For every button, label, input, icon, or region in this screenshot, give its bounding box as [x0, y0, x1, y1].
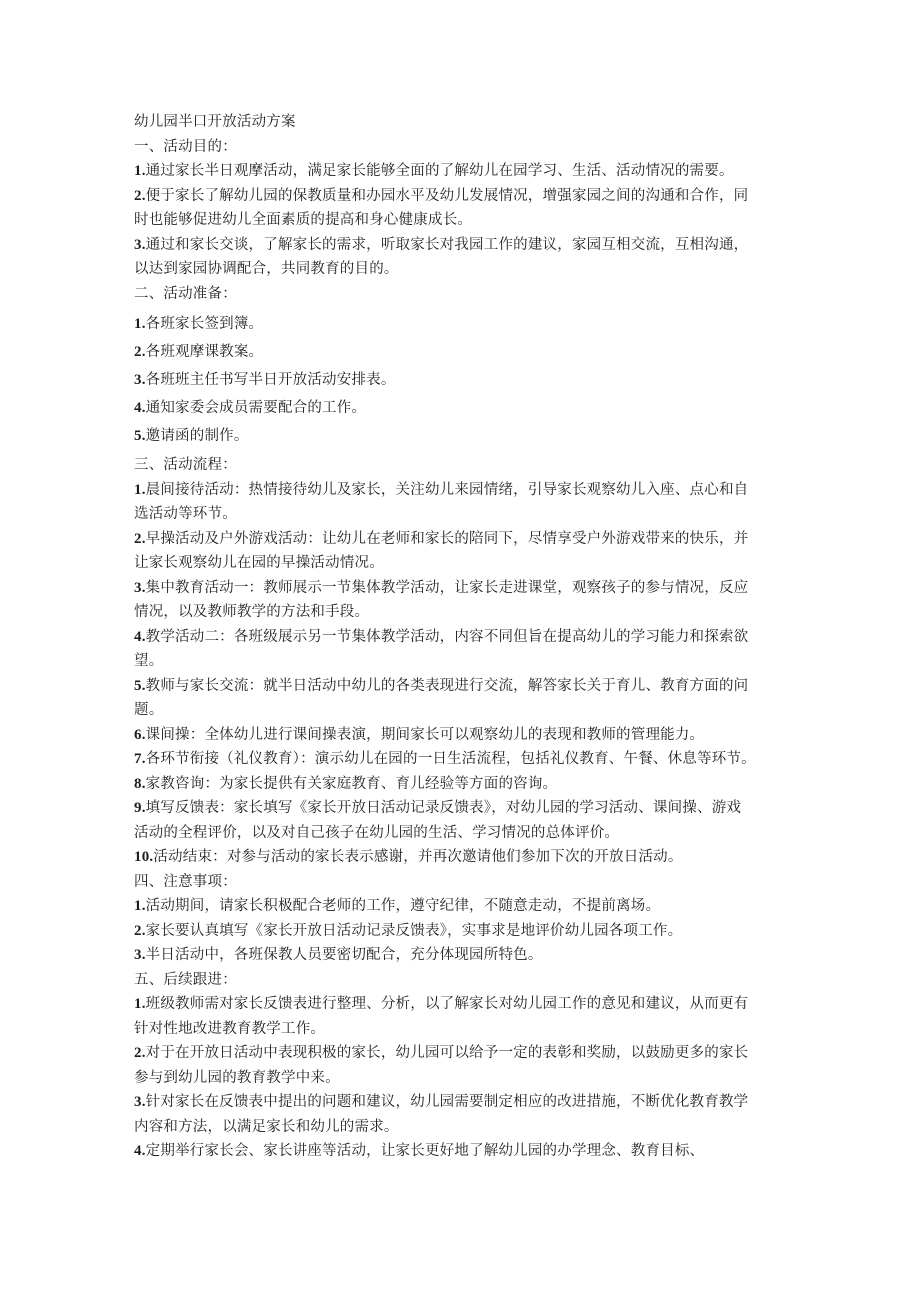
item-text: 邀请函的制作。: [145, 428, 249, 444]
section-heading-notes: 四、注意事项：: [134, 873, 237, 890]
item-text: 对于在开放日活动中表现积极的家长，幼儿园可以给予一定的表彰和奖励，以鼓励更多的家长: [145, 1045, 749, 1061]
item-number: 1.: [134, 163, 146, 179]
list-item: [134, 366, 794, 394]
item-text: 家教咨询：为家长提供有关家庭教育、育儿经验等方面的咨询。: [145, 775, 558, 792]
item-number: 1.: [134, 898, 146, 914]
item-text-continued: 内容和方法，以满足家长和幼儿的需求。: [134, 1118, 399, 1135]
item-text: 活动期间，请家长积极配合老师的工作，遵守纪律，不随意走动，不提前离场。: [145, 898, 661, 914]
item-text: 各班家长签到簿。: [145, 316, 264, 332]
section-heading-process: 三、活动流程：: [134, 457, 237, 473]
item-number: 9.: [134, 800, 146, 816]
list-item: [134, 992, 794, 1041]
item-text: 通知家委会成员需要配合的工作。: [145, 400, 367, 416]
list-item: [134, 625, 794, 674]
item-text: 通过和家长交谈，了解家长的需求，听取家长对我园工作的建议，家园互相交流，互相沟通，: [145, 236, 749, 253]
item-number: 4.: [134, 400, 146, 416]
list-item: [134, 233, 794, 282]
item-text-continued: 活动的全程评价，以及对自己孩子在幼儿园的生活、学习情况的总体评价。: [134, 824, 620, 841]
item-text: 填写反馈表：家长填写《家长开放日活动记录反馈表》，对幼儿园的学习活动、课间操、游戏: [145, 800, 742, 816]
item-text: 教学活动二：各班级展示另一节集体教学活动，内容不同但旨在提高幼儿的学习能力和探索欲: [145, 628, 749, 645]
item-text-continued: 以达到家园协调配合，共同教育的目的。: [134, 261, 399, 277]
list-item: [134, 772, 794, 797]
item-text-continued: 时也能够促进幼儿全面素质的提高和身心健康成长。: [134, 212, 473, 228]
item-text: 各班班主任书写半日开放活动安排表。: [145, 372, 396, 388]
list-item: [134, 338, 794, 366]
section-heading-follow-up: 五、后续跟进：: [134, 971, 237, 988]
list-item: [134, 422, 794, 450]
list-item: [134, 674, 794, 723]
item-text: 课间操：全体幼儿进行课间操表演，期间家长可以观察幼儿的表现和教师的管理能力。: [145, 726, 705, 743]
item-text: 各环节衔接（礼仪教育）：演示幼儿在园的一日生活流程，包括礼仪教育、午餐、休息等环节。: [145, 751, 756, 767]
item-text-continued: 选活动等环节。: [134, 506, 237, 522]
list-item: [134, 1090, 794, 1139]
item-number: 3.: [134, 372, 146, 388]
list-item: [134, 478, 794, 527]
item-text: 通过家长半日观摩活动，满足家长能够全面的了解幼儿在园学习、生活、活动情况的需要。: [145, 163, 734, 179]
item-text: 各班观摩课教案。: [145, 344, 264, 360]
list-item: [134, 845, 794, 870]
section-heading-purpose: 一、活动目的：: [134, 138, 237, 155]
list-item: [134, 527, 794, 576]
item-number: 3.: [134, 947, 146, 963]
item-number: 10.: [134, 849, 154, 865]
document-title: 幼儿园半口开放活动方案: [134, 114, 296, 130]
item-number: 3.: [134, 236, 146, 253]
list-item: [134, 919, 794, 944]
preparation-list: [134, 310, 794, 450]
list-item: [134, 1139, 794, 1164]
item-number: 3.: [134, 579, 146, 596]
item-number: 2.: [134, 922, 146, 939]
item-number: 4.: [134, 1143, 146, 1159]
item-number: 1.: [134, 316, 146, 332]
list-item: [134, 723, 794, 748]
list-item: [134, 943, 794, 968]
item-number: 4.: [134, 628, 146, 645]
item-text: 班级教师需对家长反馈表进行整理、分析，以了解家长对幼儿园工作的意见和建议，从而更有: [145, 996, 749, 1012]
item-number: 1.: [134, 996, 146, 1012]
item-text: 活动结束：对参与活动的家长表示感谢，并再次邀请他们参加下次的开放日活动。: [153, 849, 683, 865]
document-body: [134, 110, 794, 1164]
section-heading-preparation: 二、活动准备：: [134, 285, 237, 302]
list-item: [134, 1041, 794, 1090]
list-item: [134, 894, 794, 919]
item-text: 家长要认真填写《家长开放日活动记录反馈表》，实事求是地评价幼儿园各项工作。: [145, 922, 683, 939]
item-text: 早操活动及户外游戏活动：让幼儿在老师和家长的陪同下，尽情享受户外游戏带来的快乐，并: [145, 530, 749, 547]
item-text: 集中教育活动一：教师展示一节集体教学活动，让家长走进课堂，观察孩子的参与情况，反应: [145, 579, 749, 596]
item-text-continued: 让家长观察幼儿在园的早操活动情况。: [134, 555, 384, 571]
item-text-continued: 情况，以及教师教学的方法和手段。: [134, 604, 370, 620]
item-text: 便于家长了解幼儿园的保教质量和办园水平及幼儿发展情况，增强家园之间的沟通和合作，同: [145, 187, 749, 204]
item-number: 2.: [134, 1045, 146, 1061]
item-number: 5.: [134, 428, 146, 444]
item-number: 6.: [134, 726, 146, 743]
item-number: 8.: [134, 775, 146, 792]
list-item: [134, 310, 794, 338]
item-text: 半日活动中，各班保教人员要密切配合，充分体现园所特色。: [145, 947, 543, 963]
list-item: [134, 576, 794, 625]
list-item: [134, 394, 794, 422]
list-item: [134, 159, 794, 184]
item-text: 教师与家长交流：就半日活动中幼儿的各类表现进行交流，解答家长关于育儿、教育方面的问: [145, 677, 749, 694]
item-number: 3.: [134, 1094, 146, 1110]
list-item: [134, 747, 794, 772]
item-number: 2.: [134, 187, 146, 204]
item-number: 7.: [134, 751, 146, 767]
item-text: 针对家长在反馈表中提出的问题和建议，幼儿园需要制定相应的改进措施，不断优化教育教学: [145, 1094, 749, 1110]
item-text: 定期举行家长会、家长讲座等活动，让家长更好地了解幼儿园的办学理念、教育目标、: [145, 1143, 705, 1159]
list-item: [134, 796, 794, 845]
item-number: 2.: [134, 344, 146, 360]
item-text-continued: 望。: [134, 653, 164, 669]
item-text-continued: 参与到幼儿园的教育教学中来。: [134, 1069, 340, 1086]
item-text: 晨间接待活动：热情接待幼儿及家长，关注幼儿来园情绪，引导家长观察幼儿入座、点心和自: [145, 481, 749, 498]
item-number: 2.: [134, 530, 146, 547]
item-text-continued: 针对性地改进教育教学工作。: [134, 1020, 326, 1037]
item-number: 1.: [134, 481, 146, 498]
item-number: 5.: [134, 677, 146, 694]
list-item: [134, 184, 794, 233]
item-text-continued: 题。: [134, 702, 164, 718]
